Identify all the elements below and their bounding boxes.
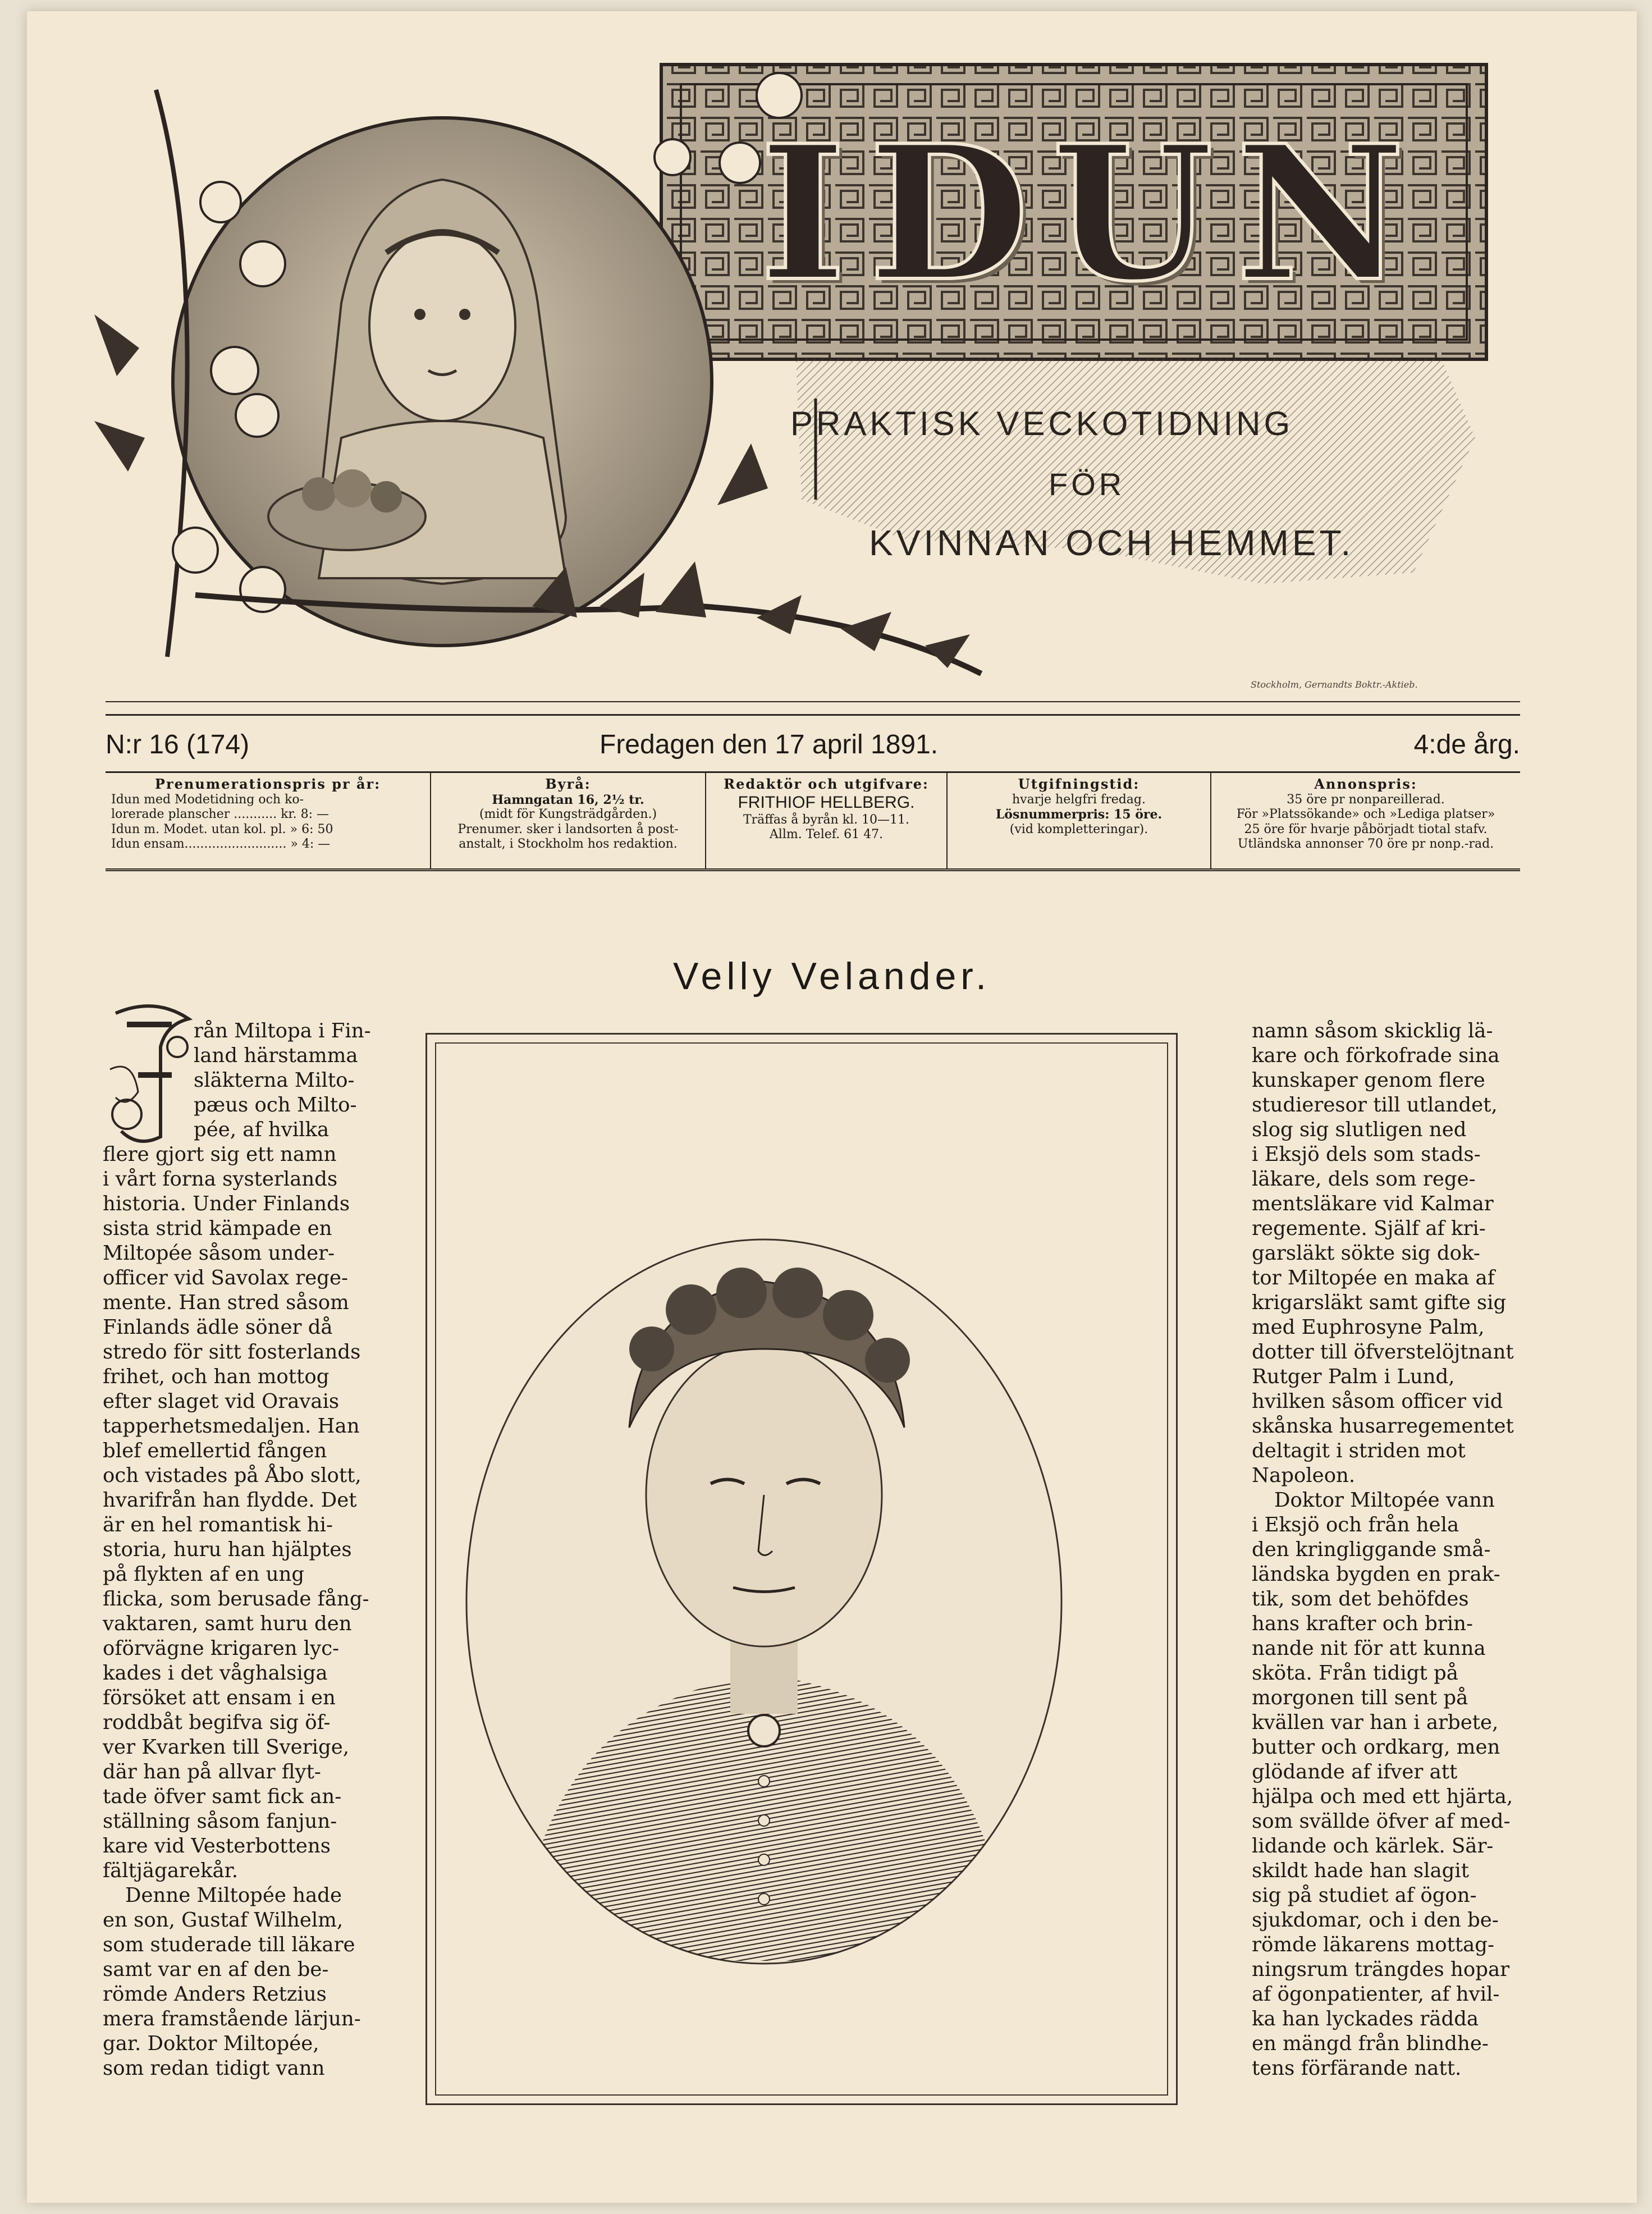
article-line: med Euphrosyne Palm, [1252, 1316, 1485, 1339]
article-line: ningsrum trängdes hopar [1252, 1958, 1510, 1981]
info-bar [106, 771, 1520, 871]
article-line: oförvägne krigaren lyc- [103, 1637, 340, 1660]
article-line: kare vid Vesterbottens [103, 1835, 331, 1858]
article-line: läkare, dels som rege- [1252, 1168, 1476, 1191]
article-line: ställning såsom fanjun- [103, 1810, 337, 1833]
advertising-prices [1211, 773, 1520, 868]
office-line: Prenumer. sker i landsorten å post- [457, 822, 679, 836]
article-line: krigarsläkt samt gifte sig [1252, 1291, 1507, 1314]
subscription-heading: Prenumerationspris pr år: [154, 776, 381, 792]
article-line: mera framstående lärjun- [103, 2007, 361, 2030]
article-line: römde Anders Retzius [103, 1983, 327, 2006]
masthead [27, 11, 1637, 724]
publication-line: (vid kompletteringar). [1009, 822, 1148, 836]
article-line: kunskaper genom flere [1252, 1069, 1485, 1092]
article-line: Doktor Miltopée vann [1274, 1489, 1495, 1512]
portrait-engraving [427, 1035, 1179, 2107]
article-line: roddbåt begifva sig öf- [103, 1711, 331, 1734]
editor-name: FRITHIOF HELLBERG. [738, 793, 915, 812]
article-line: flere gjort sig ett namn [103, 1143, 337, 1166]
single-issue-price: Lösnummerpris: 15 öre. [995, 807, 1163, 822]
editor-heading: Redaktör och utgifvare: [724, 776, 929, 792]
article-line: Napoleon. [1252, 1464, 1356, 1487]
masthead-subtitle-line3: KVINNAN OCH HEMMET. [869, 523, 1354, 563]
article-line: en mängd från blindhe- [1252, 2032, 1489, 2055]
article-line: vaktaren, samt huru den [103, 1612, 352, 1635]
advertising-heading: Annonspris: [1314, 776, 1417, 792]
article-line: mentsläkare vid Kalmar [1252, 1192, 1494, 1215]
article-line: hans krafter och brin- [1252, 1612, 1473, 1635]
article-line: nande nit för att kunna [1252, 1637, 1486, 1660]
article-line: Denne Miltopée hade [125, 1884, 342, 1907]
publication-heading: Utgifningstid: [1018, 776, 1140, 792]
goddess-face [369, 230, 515, 421]
article-line: hvilken såsom officer vid [1252, 1390, 1503, 1413]
subscription-line: lorerade planscher ........... kr. 8: — [111, 807, 329, 822]
article-line: Rutger Palm i Lund, [1252, 1365, 1455, 1388]
editor-info [706, 773, 948, 868]
article-line: slog sig slutligen ned [1252, 1118, 1467, 1141]
article-line: butter och ordkarg, men [1252, 1736, 1500, 1759]
office-line: anstalt, i Stockholm hos redaktion. [459, 836, 678, 851]
article-line: sista strid kämpade en [103, 1217, 332, 1240]
subscription-line: Idun ensam.......................... » 4: — [111, 836, 331, 851]
article-line: ka han lyckades rädda [1252, 2007, 1479, 2030]
article-line: mente. Han stred såsom [103, 1291, 349, 1314]
article-line: ländska bygden en prak- [1252, 1563, 1500, 1586]
article-line: historia. Under Finlands [103, 1192, 350, 1215]
article-line: pæus och Milto- [194, 1094, 357, 1117]
article-line: på flykten af en ung [103, 1563, 305, 1586]
article-line: sköta. Från tidigt på [1252, 1662, 1458, 1685]
advertising-line: För »Platssökande» och »Lediga platser» [1236, 807, 1495, 822]
article-line: pée, af hvilka [194, 1118, 330, 1141]
article-line: efter slaget vid Oravais [103, 1390, 340, 1413]
article-line: släkterna Milto- [194, 1069, 355, 1092]
publication-info [948, 773, 1211, 868]
article-line: frihet, och han mottog [103, 1365, 330, 1388]
office-address: Hamngatan 16, 2½ tr. [492, 792, 644, 807]
publication-line: hvarje helgfri fredag. [1012, 792, 1146, 807]
article-line: sig på studiet af ögon- [1252, 1884, 1477, 1907]
newspaper-page [27, 11, 1637, 2203]
editor-line: Träffas å byrån kl. 10—11. [743, 812, 910, 827]
article-line: Miltopée såsom under- [103, 1242, 335, 1265]
office-info [431, 773, 706, 868]
article-line: namn såsom skicklig lä- [1252, 1019, 1493, 1042]
issue-number: N:r 16 (174) [106, 730, 250, 760]
article-line: rån Miltopa i Fin- [194, 1019, 371, 1042]
article-line: kare och förkofrade sina [1252, 1044, 1500, 1067]
article-line: lidande och kärlek. Sär- [1252, 1835, 1494, 1858]
subscription-prices [106, 773, 431, 868]
article-line: en son, Gustaf Wilhelm, [103, 1909, 344, 1932]
editor-line: Allm. Telef. 61 47. [769, 827, 884, 842]
article-line: där han på allvar flyt- [103, 1760, 321, 1783]
issue-date: Fredagen den 17 april 1891. [600, 730, 939, 760]
article-line: samt var en af den be- [103, 1958, 329, 1981]
article-line: glödande af ifver att [1252, 1760, 1458, 1783]
masthead-title: IDUN [759, 104, 1427, 322]
article-line: som svällde öfver af med- [1252, 1810, 1511, 1833]
article-line: römde läkarens mottag- [1252, 1933, 1495, 1956]
article-line: blef emellertid fången [103, 1439, 327, 1462]
article-column-left [103, 1019, 383, 2081]
office-line: (midt för Kungsträdgården.) [479, 807, 657, 822]
article-line: deltagit i striden mot [1252, 1439, 1466, 1462]
article-line: dotter till öfverstelöjtnant [1252, 1341, 1514, 1364]
article-line: hjälpa och med ett hjärta, [1252, 1785, 1513, 1808]
article-line: och vistades på Åbo slott, [103, 1464, 361, 1487]
article-line: tor Miltopée en maka af [1252, 1266, 1495, 1289]
masthead-subtitle-line1: PRAKTISK VECKOTIDNING [790, 405, 1294, 442]
article-line: skildt hade han slagit [1252, 1859, 1470, 1882]
article-line: som redan tidigt vann [103, 2057, 325, 2080]
article-line: morgonen till sent på [1252, 1686, 1468, 1709]
article-line: kvällen var han i arbete, [1252, 1711, 1499, 1734]
office-heading: Byrå: [545, 776, 591, 792]
article-line: tens förfärande natt. [1252, 2057, 1462, 2080]
advertising-line: Utländska annonser 70 öre pr nonp.-rad. [1237, 836, 1494, 851]
article-line: skånska husarregementet [1252, 1415, 1514, 1438]
article-line: flicka, som berusade fång- [103, 1588, 369, 1611]
article-column-right [1252, 1019, 1527, 2081]
article-line: hvarifrån han flydde. Det [103, 1489, 357, 1512]
article-line: garsläkt sökte sig dok- [1252, 1242, 1480, 1265]
masthead-subtitle-line2: FÖR [1049, 466, 1125, 502]
advertising-line: 35 öre pr nonpareillerad. [1287, 792, 1445, 807]
article-line: fältjägarekår. [103, 1859, 238, 1882]
article-title: Velly Velander. [672, 955, 991, 998]
subscription-line: Idun med Modetidning och ko- [111, 792, 304, 807]
portrait-frame [425, 1033, 1178, 2105]
article-line: gar. Doktor Miltopée, [103, 2032, 319, 2055]
article-line: i Eksjö och från hela [1252, 1513, 1459, 1536]
printer-imprint: Stockholm, Gernandts Boktr.-Aktieb. [1251, 679, 1418, 690]
article-line: som studerade till läkare [103, 1933, 355, 1956]
article-line: är en hel romantisk hi- [103, 1513, 333, 1536]
article-line: kades i det våghalsiga [103, 1662, 328, 1685]
article-line: sjukdomar, och i den be- [1252, 1909, 1499, 1932]
article-line: officer vid Savolax rege- [103, 1266, 348, 1289]
article-line: regemente. Själf af kri- [1252, 1217, 1486, 1240]
article-line: tade öfver samt fick an- [103, 1785, 342, 1808]
article-line: tik, som det behöfdes [1252, 1588, 1469, 1611]
dateline [106, 714, 1520, 766]
article-line: försöket att ensam i en [103, 1686, 336, 1709]
article-line: af ögonpatienter, af hvil- [1252, 1983, 1500, 2006]
article-line: Finlands ädle söner då [103, 1316, 333, 1339]
advertising-line: 25 öre för hvarje påbörjadt tiotal stafv. [1244, 822, 1488, 836]
issue-year: 4:de årg. [1413, 730, 1520, 760]
article-line: ver Kvarken till Sverige, [103, 1736, 350, 1759]
article-line: i Eksjö dels som stads- [1252, 1143, 1481, 1166]
article-line: den kringliggande små- [1252, 1538, 1491, 1561]
brooch [748, 1715, 780, 1746]
article-line: i vårt forna systerlands [103, 1168, 338, 1191]
article-line: storia, huru han hjälptes [103, 1538, 352, 1561]
article-line: land härstamma [194, 1044, 358, 1067]
article-line: tapperhetsmedaljen. Han [103, 1415, 360, 1438]
article-line: studieresor till utlandet, [1252, 1094, 1498, 1117]
subscription-line: Idun m. Modet. utan kol. pl. » 6: 50 [111, 822, 333, 836]
article-line: stredo för sitt fosterlands [103, 1341, 361, 1364]
masthead-title-block [689, 67, 1498, 359]
